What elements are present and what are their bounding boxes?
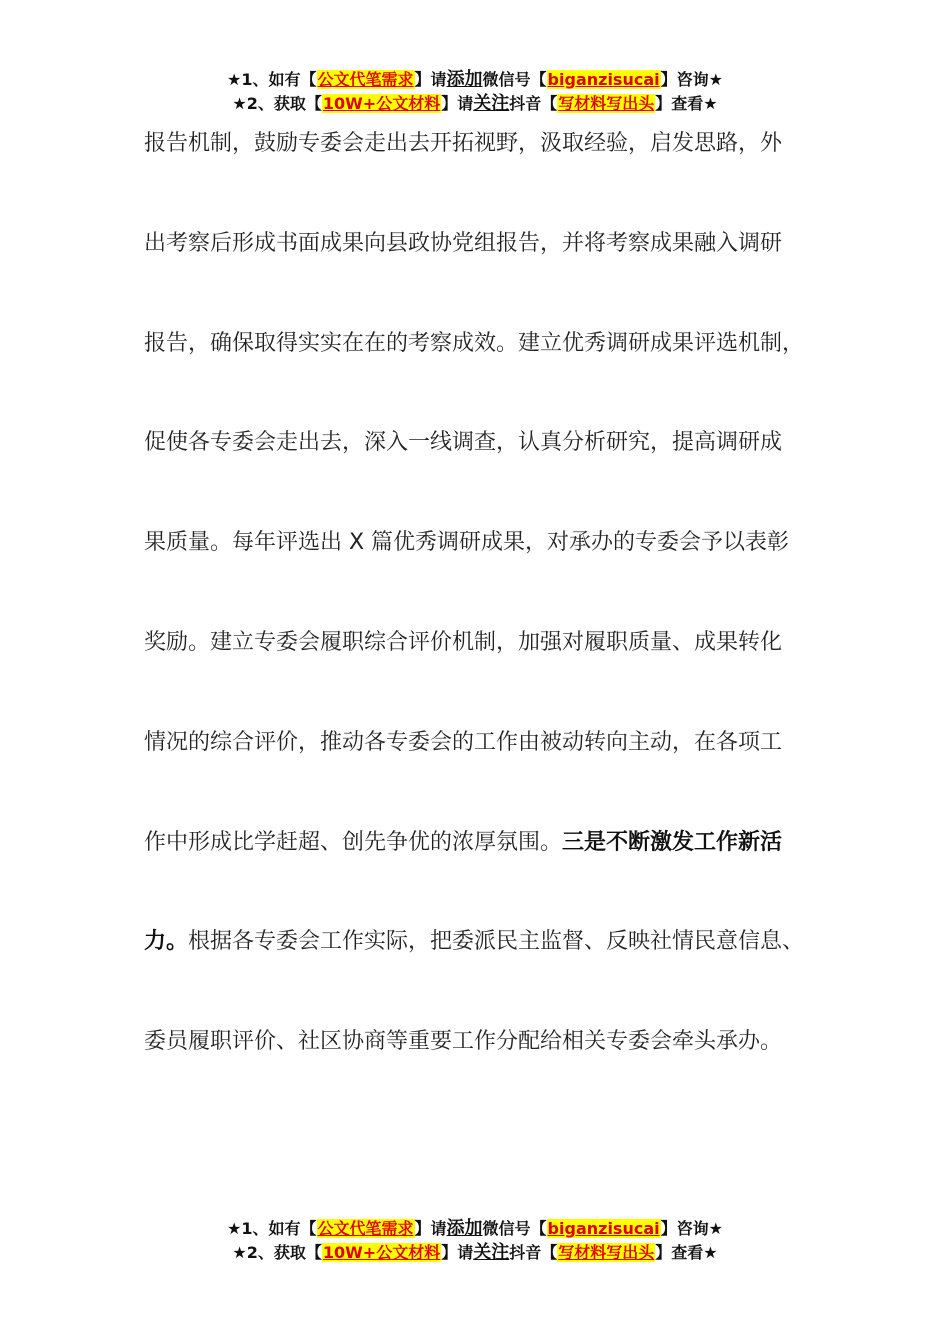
promo-text: 】咨询★ bbox=[660, 1219, 723, 1238]
promo-line-1 bbox=[0, 68, 950, 92]
promo-highlight: 10W+公文材料 bbox=[322, 94, 441, 113]
promo-text: 】查看★ bbox=[655, 1243, 718, 1262]
bold-heading-text: 三是不断激发工作新活 bbox=[562, 829, 783, 855]
paragraph-line: 报告，确保取得实实在在的考察成效。建立优秀调研成果评选机制， bbox=[144, 330, 805, 356]
promo-banner-bottom bbox=[0, 1217, 950, 1265]
promo-text: 微信号【 bbox=[482, 1219, 547, 1238]
promo-emphasis: 添加 bbox=[446, 69, 483, 90]
paragraph-line: 报告机制，鼓励专委会走出去开拓视野，汲取经验，启发思路，外 bbox=[144, 131, 783, 156]
promo-line-2 bbox=[0, 92, 950, 116]
promo-highlight: 10W+公文材料 bbox=[322, 1243, 441, 1262]
promo-line-1 bbox=[0, 1217, 950, 1241]
document-body bbox=[144, 118, 834, 1116]
promo-emphasis: 关注 bbox=[473, 1242, 510, 1263]
paragraph-line: 出考察后形成书面成果向县政协党组报告，并将考察成果融入调研 bbox=[144, 230, 783, 256]
promo-text: 】请 bbox=[441, 94, 474, 113]
paragraph-line: 委员履职评价、社区协商等重要工作分配给相关专委会牵头承办。 bbox=[144, 1029, 783, 1055]
promo-text: 抖音【 bbox=[509, 1243, 558, 1262]
paragraph-line: 促使各专委会走出去，深入一线调查，认真分析研究，提高调研成 bbox=[144, 430, 783, 456]
paragraph-line: 奖励。建立专委会履职综合评价机制，加强对履职质量、成果转化 bbox=[144, 629, 783, 655]
promo-highlight: 写材料写出头 bbox=[558, 1243, 655, 1262]
paragraph-line: 果质量。每年评选出 X 篇优秀调研成果，对承办的专委会予以表彰 bbox=[144, 530, 790, 556]
bold-heading-text: 力。 bbox=[144, 929, 189, 955]
promo-highlight: 写材料写出头 bbox=[558, 94, 655, 113]
promo-text: ★2、获取【 bbox=[232, 1243, 322, 1262]
paragraph-text: 根据各专委会工作实际，把委派民主监督、反映社情民意信息、 bbox=[188, 929, 805, 955]
promo-highlight: 公文代笔需求 bbox=[317, 70, 414, 89]
promo-text: 】咨询★ bbox=[660, 70, 723, 89]
promo-emphasis: 关注 bbox=[473, 93, 510, 114]
promo-text: ★1、如有【 bbox=[227, 70, 317, 89]
promo-text: 微信号【 bbox=[482, 70, 547, 89]
promo-emphasis: 添加 bbox=[446, 1218, 483, 1239]
promo-text: ★2、获取【 bbox=[232, 94, 322, 113]
paragraph-line bbox=[144, 916, 834, 1016]
promo-highlight: 公文代笔需求 bbox=[317, 1219, 414, 1238]
promo-highlight: biganzisucai bbox=[547, 70, 660, 89]
promo-banner-top bbox=[0, 68, 950, 116]
promo-highlight: biganzisucai bbox=[547, 1219, 660, 1238]
paragraph-line: 情况的综合评价，推动各专委会的工作由被动转向主动，在各项工 bbox=[144, 729, 783, 755]
promo-text: 抖音【 bbox=[509, 94, 558, 113]
promo-line-2 bbox=[0, 1241, 950, 1265]
paragraph-text: 作中形成比学赶超、创先争优的浓厚氛围。 bbox=[144, 829, 563, 855]
promo-text: 】请 bbox=[414, 70, 447, 89]
promo-text: ★1、如有【 bbox=[227, 1219, 317, 1238]
paragraph-line bbox=[144, 817, 834, 917]
promo-text: 】请 bbox=[441, 1243, 474, 1262]
promo-text: 】查看★ bbox=[655, 94, 718, 113]
promo-text: 】请 bbox=[414, 1219, 447, 1238]
